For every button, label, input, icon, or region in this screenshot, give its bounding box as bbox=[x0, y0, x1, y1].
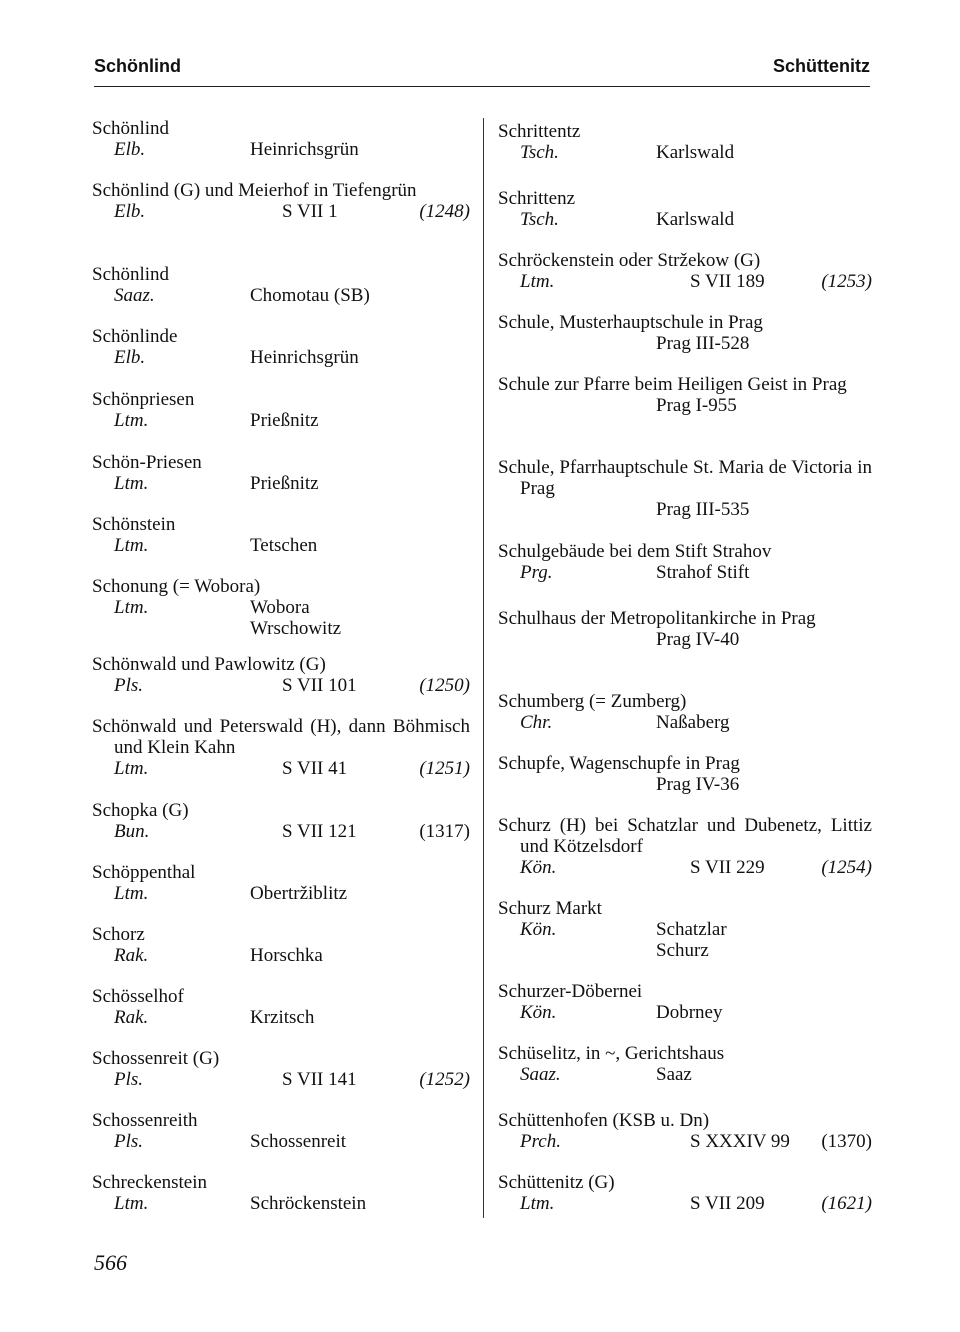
entry-district: Prch. bbox=[520, 1131, 561, 1152]
entry-district: Tsch. bbox=[520, 142, 559, 163]
gazetteer-entry bbox=[498, 312, 872, 354]
entry-location: Obertržiblitz bbox=[250, 883, 348, 904]
entry-name: Schösselhof bbox=[92, 986, 184, 1007]
gazetteer-entry bbox=[92, 180, 470, 222]
entry-location: Saaz bbox=[656, 1064, 692, 1085]
entry-location: Prag III-535 bbox=[656, 499, 750, 520]
entry-number: (1370) bbox=[821, 1131, 872, 1152]
entry-location-secondary: Schurz bbox=[656, 940, 709, 961]
entry-name: Schopka (G) bbox=[92, 800, 189, 821]
entry-name: Schönstein bbox=[92, 514, 176, 535]
entry-district: Kön. bbox=[520, 1002, 557, 1023]
entry-location: Karlswald bbox=[656, 142, 735, 163]
entry-district: Saaz. bbox=[114, 285, 155, 306]
entry-name: Schröckenstein oder Stržekow (G) bbox=[498, 250, 761, 271]
gazetteer-entry bbox=[92, 326, 470, 368]
gazetteer-entry bbox=[92, 1048, 470, 1090]
entry-name: Schüselitz, in ~, Gerichtshaus bbox=[498, 1043, 725, 1064]
entry-district: Tsch. bbox=[520, 209, 559, 230]
entry-location: Prag IV-40 bbox=[656, 629, 740, 650]
gazetteer-entry bbox=[92, 800, 470, 842]
entry-district: Saaz. bbox=[520, 1064, 561, 1085]
entry-location: Tetschen bbox=[250, 535, 318, 556]
gazetteer-entry bbox=[498, 981, 872, 1023]
column-divider bbox=[483, 118, 484, 1218]
entry-district: Ltm. bbox=[114, 410, 149, 431]
entry-number: (1252) bbox=[419, 1069, 470, 1090]
entry-name: Schrittenz bbox=[498, 188, 576, 209]
entry-name: Schönpriesen bbox=[92, 389, 195, 410]
gazetteer-entry bbox=[498, 541, 872, 583]
entry-district: Ltm. bbox=[114, 1193, 149, 1214]
gazetteer-entry bbox=[498, 608, 872, 650]
gazetteer-entry bbox=[498, 753, 872, 795]
entry-name: Schulhaus der Metropolitankirche in Prag bbox=[498, 608, 816, 629]
entry-district: Rak. bbox=[114, 1007, 149, 1028]
entry-name: Schönlind bbox=[92, 118, 170, 139]
entry-location: Prag IV-36 bbox=[656, 774, 740, 795]
entry-district: Ltm. bbox=[114, 758, 149, 779]
entry-name: Schöppenthal bbox=[92, 862, 196, 883]
gazetteer-entry bbox=[92, 1110, 470, 1152]
entry-location: Dobrney bbox=[656, 1002, 723, 1023]
entry-name: Schönlinde bbox=[92, 326, 178, 347]
entry-number: (1248) bbox=[419, 201, 470, 222]
entry-number: (1250) bbox=[419, 675, 470, 696]
entry-reference: S VII 229 bbox=[690, 857, 765, 878]
entry-location: Wobora bbox=[250, 597, 310, 618]
entry-name: Schönwald und Pawlowitz (G) bbox=[92, 654, 326, 675]
entry-district: Bun. bbox=[114, 821, 150, 842]
entry-name: Schupfe, Wagenschupfe in Prag bbox=[498, 753, 740, 774]
gazetteer-entry bbox=[92, 514, 470, 556]
gazetteer-entry bbox=[92, 924, 470, 966]
gazetteer-entry bbox=[92, 654, 470, 696]
entry-reference: S VII 1 bbox=[282, 201, 338, 222]
gazetteer-entry bbox=[498, 250, 872, 292]
entry-location: Schossenreit bbox=[250, 1131, 347, 1152]
entry-reference: S VII 209 bbox=[690, 1193, 765, 1214]
entry-location: Karlswald bbox=[656, 209, 735, 230]
gazetteer-entry bbox=[498, 898, 872, 961]
gazetteer-entry bbox=[498, 691, 872, 733]
running-head-right: Schüttenitz bbox=[773, 56, 870, 76]
entry-name: Schönlind (G) und Meierhof in Tiefengrün bbox=[92, 180, 417, 201]
gazetteer-entry bbox=[498, 121, 872, 163]
page-number: 566 bbox=[94, 1250, 127, 1275]
entry-location: Schatzlar bbox=[656, 919, 727, 940]
entry-location: Chomotau (SB) bbox=[250, 285, 370, 306]
entry-reference: S VII 189 bbox=[690, 271, 765, 292]
gazetteer-entry bbox=[92, 862, 470, 904]
gazetteer-entry bbox=[92, 118, 470, 160]
entry-district: Prg. bbox=[520, 562, 553, 583]
entry-reference: S VII 41 bbox=[282, 758, 348, 779]
gazetteer-entry bbox=[92, 389, 470, 431]
gazetteer-entry bbox=[498, 1110, 872, 1152]
running-head bbox=[94, 56, 870, 82]
gazetteer-entry bbox=[92, 1172, 470, 1214]
entry-name: Schule, Musterhauptschule in Prag bbox=[498, 312, 763, 333]
gazetteer-entry bbox=[498, 1172, 872, 1214]
entry-district: Elb. bbox=[114, 139, 146, 160]
entry-number: (1253) bbox=[821, 271, 872, 292]
gazetteer-entry bbox=[498, 1043, 872, 1085]
entry-location: Strahof Stift bbox=[656, 562, 750, 583]
entry-reference: S VII 101 bbox=[282, 675, 357, 696]
gazetteer-entry bbox=[498, 374, 872, 416]
entry-reference: S XXXIV 99 bbox=[690, 1131, 790, 1152]
gazetteer-entry bbox=[92, 716, 470, 779]
entry-location: Heinrichsgrün bbox=[250, 139, 359, 160]
entry-name: Schumberg (= Zumberg) bbox=[498, 691, 687, 712]
entry-district: Elb. bbox=[114, 201, 146, 222]
gazetteer-entry bbox=[92, 264, 470, 306]
entry-district: Pls. bbox=[114, 1131, 144, 1152]
gazetteer-entry bbox=[92, 452, 470, 494]
entry-name: Schulgebäude bei dem Stift Strahov bbox=[498, 541, 772, 562]
gazetteer-entry bbox=[498, 188, 872, 230]
running-head-left: Schönlind bbox=[94, 56, 181, 76]
entry-district: Elb. bbox=[114, 347, 146, 368]
entry-name: Schossenreit (G) bbox=[92, 1048, 220, 1069]
entry-name: Schonung (= Wobora) bbox=[92, 576, 261, 597]
entry-location: Prießnitz bbox=[250, 473, 319, 494]
gazetteer-entry bbox=[498, 815, 872, 878]
entry-reference: S VII 141 bbox=[282, 1069, 357, 1090]
entry-location: Prag III-528 bbox=[656, 333, 750, 354]
entry-location: Heinrichsgrün bbox=[250, 347, 359, 368]
entry-name: Schule, Pfarrhauptschule St. Maria de Victoria in Prag bbox=[498, 457, 872, 499]
entry-district: Ltm. bbox=[114, 883, 149, 904]
entry-location-secondary: Wrschowitz bbox=[250, 618, 342, 639]
entry-location: Prag I-955 bbox=[656, 395, 737, 416]
entry-number: (1621) bbox=[821, 1193, 872, 1214]
entry-number: (1317) bbox=[419, 821, 470, 842]
entry-district: Kön. bbox=[520, 919, 557, 940]
entry-district: Ltm. bbox=[114, 535, 149, 556]
entry-location: Krzitsch bbox=[250, 1007, 315, 1028]
entry-name: Schrittentz bbox=[498, 121, 581, 142]
entry-location: Schröckenstein bbox=[250, 1193, 367, 1214]
entry-number: (1254) bbox=[821, 857, 872, 878]
entry-name: Schönwald und Peterswald (H), dann Böhmisch und Klein Kahn bbox=[92, 716, 470, 758]
entry-district: Ltm. bbox=[520, 1193, 555, 1214]
gazetteer-entry bbox=[92, 986, 470, 1028]
entry-district: Pls. bbox=[114, 1069, 144, 1090]
entry-location: Horschka bbox=[250, 945, 323, 966]
entry-name: Schön-Priesen bbox=[92, 452, 202, 473]
entry-number: (1251) bbox=[419, 758, 470, 779]
entry-district: Pls. bbox=[114, 675, 144, 696]
entry-district: Chr. bbox=[520, 712, 553, 733]
entry-district: Ltm. bbox=[114, 473, 149, 494]
entry-name: Schorz bbox=[92, 924, 145, 945]
entry-district: Ltm. bbox=[520, 271, 555, 292]
entry-name: Schurzer-Döbernei bbox=[498, 981, 643, 1002]
entry-district: Rak. bbox=[114, 945, 149, 966]
entry-district: Ltm. bbox=[114, 597, 149, 618]
entry-location: Naßaberg bbox=[656, 712, 730, 733]
header-rule bbox=[94, 86, 870, 87]
entry-name: Schossenreith bbox=[92, 1110, 198, 1131]
entry-name: Schule zur Pfarre beim Heiligen Geist in Prag bbox=[498, 374, 847, 395]
entry-name: Schüttenhofen (KSB u. Dn) bbox=[498, 1110, 710, 1131]
gazetteer-entry bbox=[92, 576, 470, 639]
entry-name: Schüttenitz (G) bbox=[498, 1172, 615, 1193]
entry-name: Schreckenstein bbox=[92, 1172, 208, 1193]
entry-name: Schurz (H) bei Schatzlar und Dubenetz, Littiz und Kötzelsdorf bbox=[498, 815, 872, 857]
entry-name: Schönlind bbox=[92, 264, 170, 285]
entry-name: Schurz Markt bbox=[498, 898, 602, 919]
gazetteer-entry bbox=[498, 457, 872, 520]
entry-district: Kön. bbox=[520, 857, 557, 878]
entry-reference: S VII 121 bbox=[282, 821, 357, 842]
entry-location: Prießnitz bbox=[250, 410, 319, 431]
